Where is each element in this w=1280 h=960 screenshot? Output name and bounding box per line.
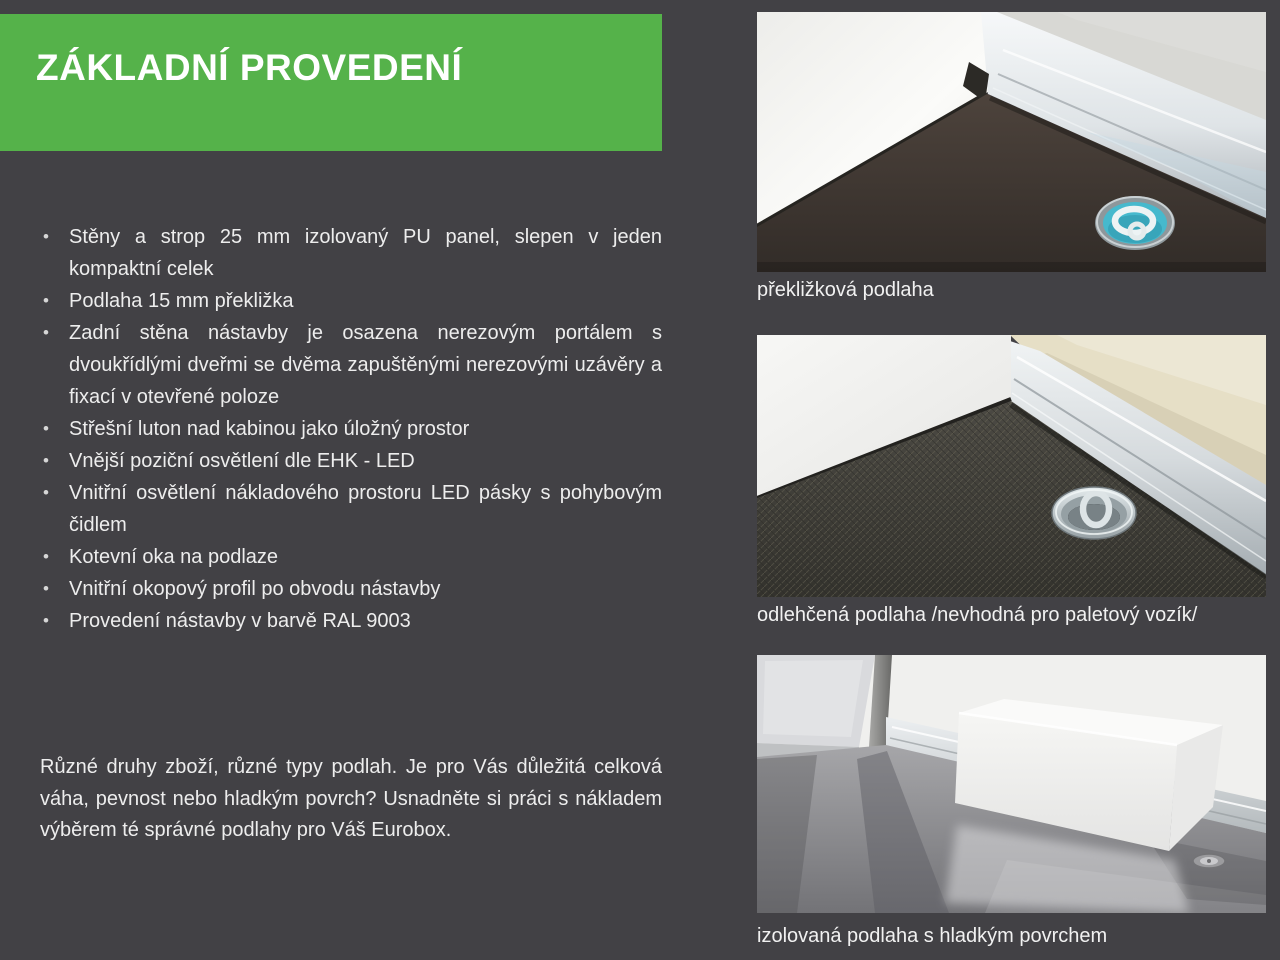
list-item: • Střešní luton nad kabinou jako úložný prostor — [40, 413, 662, 445]
page-title: ZÁKLADNÍ PROVEDENÍ — [36, 47, 463, 88]
recessed-lashing-ring — [1052, 487, 1136, 539]
figure-caption: odlehčená podlaha /nevhodná pro paletový vozík/ — [757, 604, 1198, 626]
list-item: • Zadní stěna nástavby je osazena nerezovým portálem s dvoukřídlými dveřmi se dvěma zapuštěnými nerezovými uzávěry a fixací v otevřené poloze — [40, 317, 662, 413]
photo-insulated-floor — [757, 655, 1266, 913]
figure-caption: překližková podlaha — [757, 279, 934, 301]
title-banner — [0, 14, 662, 151]
list-item: • Vnitřní osvětlení nákladového prostoru LED pásky s pohybovým čidlem — [40, 477, 662, 541]
photo-lightweight-floor — [757, 335, 1266, 597]
photo-plywood-floor — [757, 12, 1266, 272]
closing-paragraph: Různé druhy zboží, různé typy podlah. Je pro Vás důležitá celková váha, pevnost nebo hladkým povrch? Usnadněte si práci s nákladem výběrem té správné podlahy pro Váš Eurobox. — [40, 756, 662, 841]
list-item: • Podlaha 15 mm překližka — [40, 285, 662, 317]
figure-lightweight-floor — [757, 335, 1266, 627]
figure-plywood-floor — [757, 12, 1266, 302]
list-item: • Vnitřní okopový profil po obvodu nástavby — [40, 573, 662, 605]
list-item: • Kotevní oka na podlaze — [40, 541, 662, 573]
feature-list — [40, 221, 662, 637]
figure-insulated-floor — [757, 655, 1266, 948]
list-item: • Provedení nástavby v barvě RAL 9003 — [40, 605, 662, 637]
lashing-ring — [1095, 196, 1175, 250]
figure-caption: izolovaná podlaha s hladkým povrchem — [757, 925, 1108, 947]
recessed-ring — [1193, 854, 1225, 868]
list-item: • Vnější poziční osvětlení dle EHK - LED — [40, 445, 662, 477]
list-item: • Stěny a strop 25 mm izolovaný PU panel, slepen v jeden kompaktní celek — [40, 221, 662, 285]
glass-panel — [757, 655, 875, 759]
